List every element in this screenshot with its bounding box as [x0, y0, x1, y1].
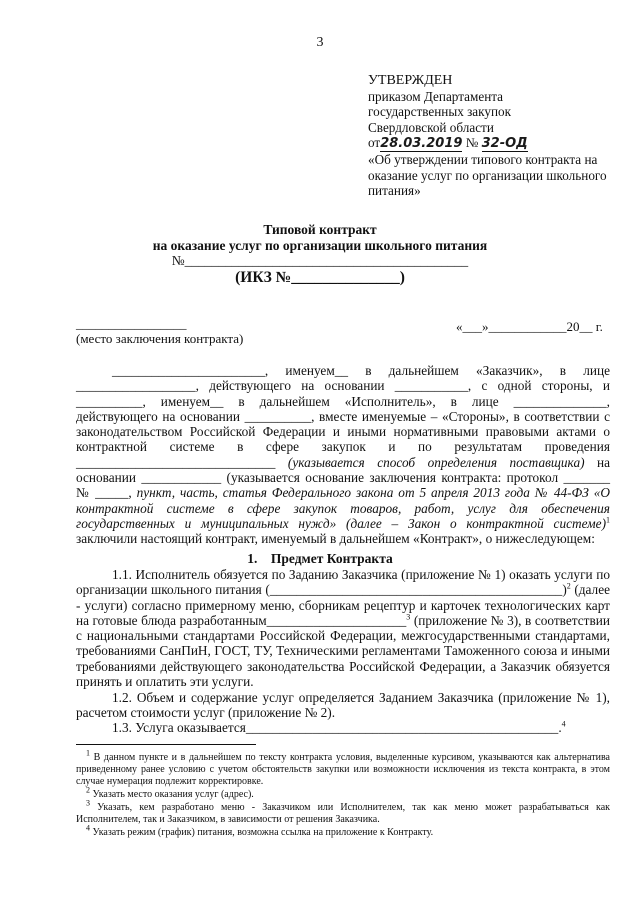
footnote-text: Указать режим (график) питания, возможна ссылка на приложение к Контракту. — [90, 827, 434, 838]
footnote-number: 4 — [86, 823, 90, 833]
clause-1-2: 1.2. Объем и содержание услуг определяется Заданием Заказчика (приложение № 1), расчетом стоимости услуг (приложение № 2). — [76, 690, 610, 721]
handwritten-number: 32-ОД — [481, 136, 528, 152]
approval-line: приказом Департамента — [368, 88, 504, 104]
approval-title: УТВЕРЖДЕН — [368, 73, 453, 88]
footnote-ref: 1 — [606, 515, 610, 525]
preamble-paragraph — [76, 363, 610, 547]
preamble-text: на основании ____________ (указывается основание заключения контракта: протокол _______ № _____, — [76, 454, 610, 501]
footnote — [76, 798, 610, 826]
clause-text: (далее - услуги) согласно примерному меню, сборникам рецептур и карточек технологических карт на готовые блюда разработанным_____________________ — [76, 582, 610, 628]
clause-text: (приложение № 3), в соответствии с национальными стандартами Российской Федерации, межгосударственными стандартами, требованиями СанПиН, ГОСТ, ТУ, Техническими регламентами Таможенного союза и иными требованиями действующего законодательства Российской Федерации, а Заказчик обязуется принять и оплатить эти услуги. — [76, 612, 610, 690]
approval-block — [368, 73, 630, 199]
footnote-text: В данном пункте и в дальнейшем по тексту контракта условия, выделенные курсивом, указываются как альтернатива приведенному ранее условию с учетом обстоятельств закупки или возможности исключения из текста контракта, в этом случае нумерация подлежит корректировке. — [76, 752, 610, 788]
footnote-number: 1 — [86, 748, 90, 758]
footnote — [76, 823, 610, 839]
handwritten-date: 28.03.2019 — [380, 136, 463, 152]
section-heading: 1. Предмет Контракта — [247, 551, 393, 566]
footnote-ref: 2 — [566, 581, 571, 591]
from-label: от — [368, 135, 381, 151]
place-blank: _________________ — [76, 316, 187, 331]
footnote — [76, 748, 610, 789]
approval-line: Свердловской области — [368, 119, 494, 135]
preamble-italic: (указывается способ определения поставщика) — [287, 454, 585, 470]
contract-subtitle: на оказание услуг по организации школьного питания — [152, 238, 488, 253]
number-label: № — [465, 135, 479, 151]
footnote — [76, 785, 610, 801]
preamble-italic: пункт, часть, статья Федерального закона от 5 апреля 2013 года № 44-ФЗ «О контрактной системе в сфере закупок товаров, работ, услуг для обеспечения государственных и муниципальных нужд» (далее – Закон о контрактной системе) — [76, 485, 610, 531]
footnote-text: Указать, кем разработано меню - Заказчиком или Исполнителем, так как меню может разрабатываться как Исполнителем, так и Заказчиком, в зависимости от решения Заказчика. — [76, 802, 610, 826]
footnote-text: Указать место оказания услуг (адрес). — [90, 789, 254, 800]
order-title: «Об утверждении типового контракта на оказание услуг по организации школьного питания» — [368, 151, 607, 199]
contract-number-line: №__________________________________________ — [171, 253, 469, 268]
clause-1-3 — [76, 720, 610, 735]
footnote-number: 3 — [86, 798, 90, 808]
footnote-separator — [76, 744, 256, 745]
footnote-number: 2 — [86, 785, 90, 795]
contract-date: «___»____________20__ г. — [456, 319, 603, 334]
contract-title: Типовой контракт — [263, 222, 377, 237]
footnote-ref: 3 — [406, 612, 411, 622]
clause-text: 1.1. Исполнитель обязуется по Заданию Заказчика (приложение № 1) оказать услуги по организации школьного питания (____________________________________________) — [76, 567, 610, 598]
approval-line: государственных закупок — [368, 104, 512, 120]
clause-text: 1.3. Услуга оказывается_______________________________________________. — [112, 720, 562, 735]
preamble-text: _______________________, именуем__ в дальнейшем «Заказчик», в лице __________________, действующего на основании ___________, с одной стороны, и __________, именуем__ в дальнейшем «Исполнитель», в лице ______________, действующего на основании __________, вместе именуемые – «Стороны», в соответствии с законодательством Российской Федерации и иными нормативными правовыми актами о контрактной системе в сфере закупок и по результатам проведения ______________________________ — [76, 363, 610, 470]
approval-date-line — [368, 135, 630, 152]
place-label: (место заключения контракта) — [76, 331, 244, 346]
ikz-line: (ИКЗ №______________) — [235, 269, 405, 286]
preamble-text: заключили настоящий контракт, именуемый в дальнейшем «Контракт», о нижеследующем: — [76, 531, 595, 547]
clause-1-1 — [76, 567, 610, 689]
footnote-ref: 4 — [561, 719, 566, 729]
page-number: 3 — [316, 35, 324, 50]
